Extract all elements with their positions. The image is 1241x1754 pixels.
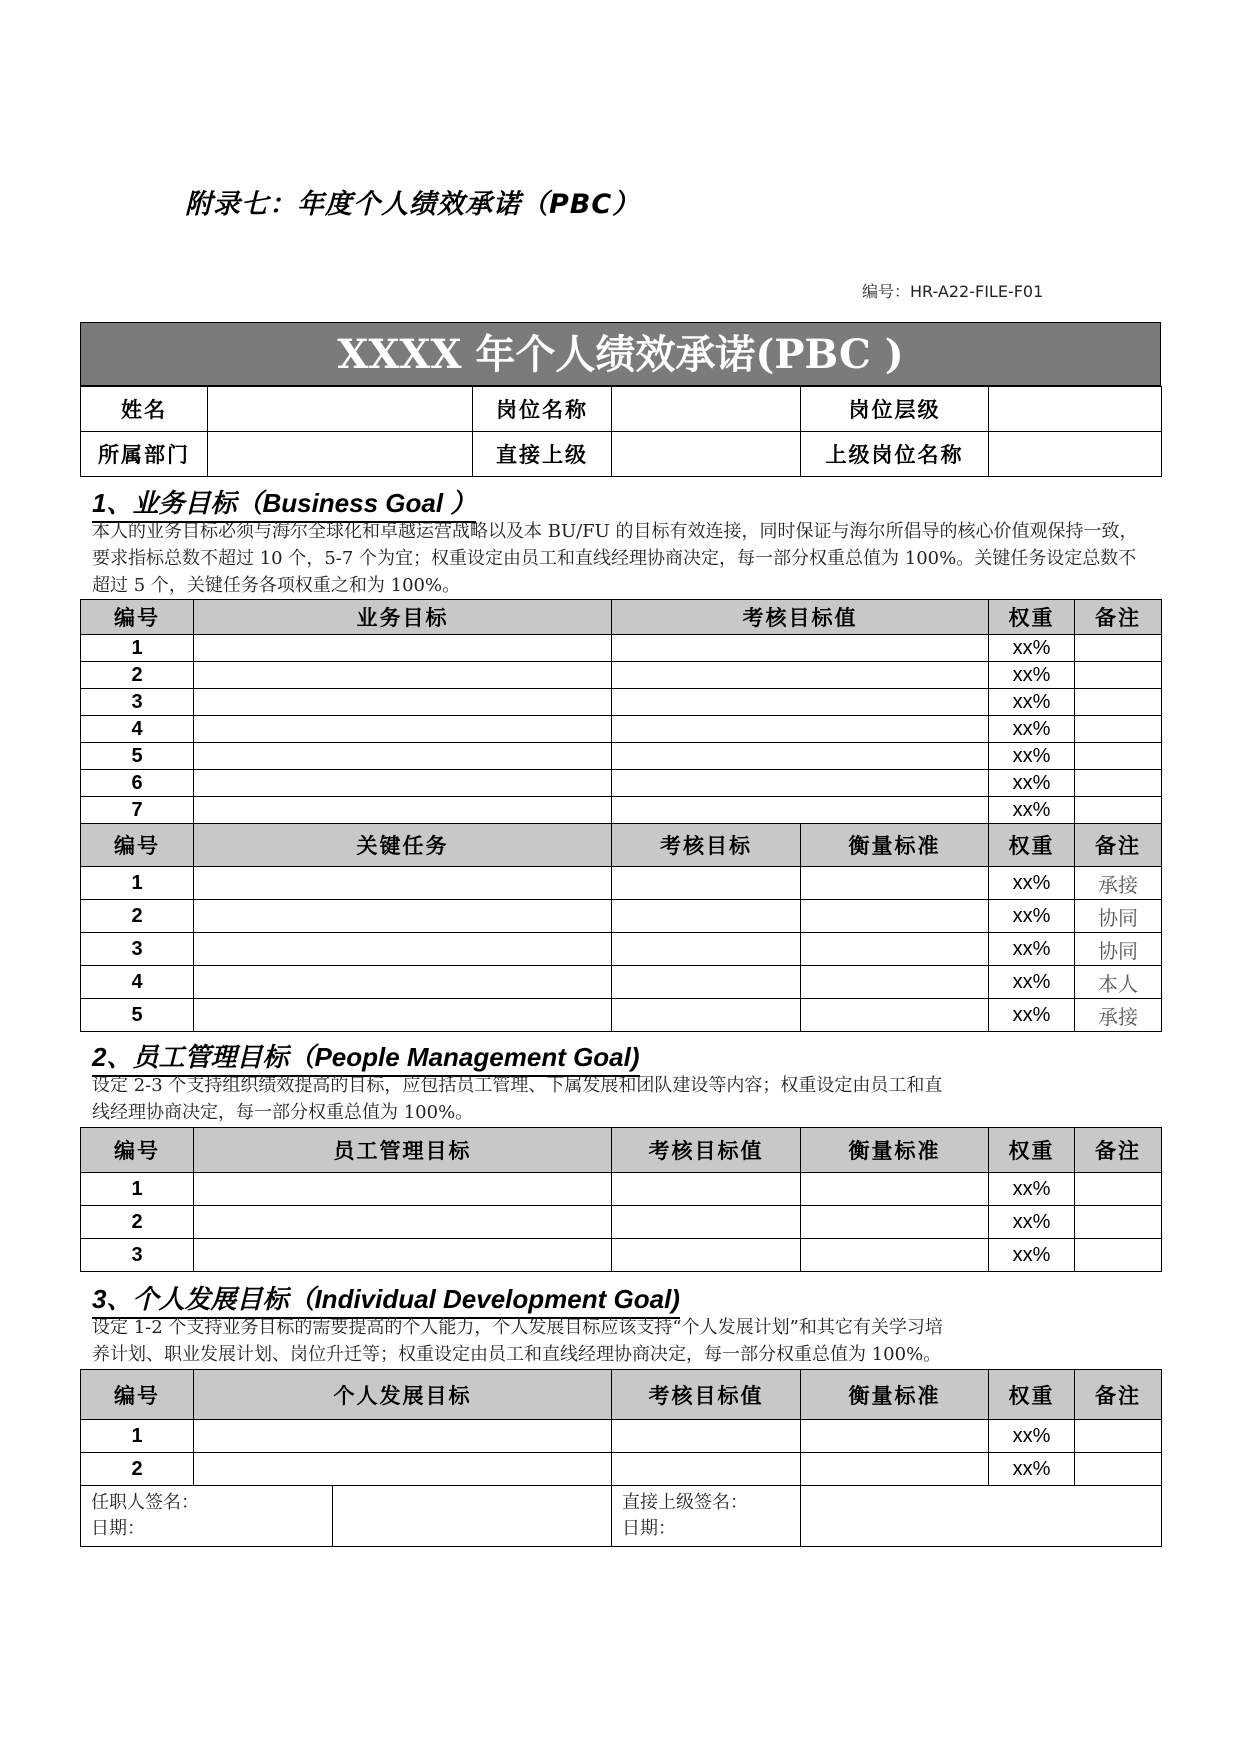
position-field[interactable] (612, 387, 801, 432)
employee-signature-field[interactable] (333, 1486, 612, 1547)
target-cell[interactable] (612, 1173, 801, 1206)
standard-cell[interactable] (801, 900, 989, 933)
business-goal-title: 1、业务目标（Business Goal ） (92, 483, 476, 520)
weight-cell[interactable]: xx% (989, 1239, 1075, 1272)
remark-cell[interactable] (1075, 1173, 1162, 1206)
col-header-no: 编号 (81, 824, 194, 867)
goal-cell[interactable] (194, 1173, 612, 1206)
document-code: 编号：HR-A22-FILE-F01 (862, 282, 1044, 301)
task-cell[interactable] (194, 966, 612, 999)
col-header-business-goal: 业务目标 (194, 600, 612, 635)
people-desc-line-1: 设定 2-3 个支持组织绩效提高的目标，应包括员工管理、下属发展和团队建设等内容；权重设定由员工和直 (92, 1075, 943, 1096)
remark-cell[interactable] (1075, 635, 1162, 662)
supervisor-signature-field[interactable] (801, 1486, 1162, 1547)
employee-date-label: 日期： (91, 1518, 145, 1539)
standard-cell[interactable] (801, 1453, 989, 1486)
employee-sign-label: 任职人签名： (91, 1492, 199, 1513)
table-row (81, 999, 1162, 1032)
target-cell[interactable] (612, 1239, 801, 1272)
target-cell[interactable] (612, 867, 801, 900)
col-header-weight: 权重 (989, 1370, 1075, 1420)
target-cell[interactable] (612, 999, 801, 1032)
row-number: 1 (81, 635, 194, 662)
personal-info-table (80, 386, 1162, 477)
col-header-no: 编号 (81, 1128, 194, 1173)
task-cell[interactable] (194, 900, 612, 933)
goal-cell[interactable] (194, 1453, 612, 1486)
level-label: 岗位层级 (801, 387, 989, 432)
table-row (81, 1239, 1162, 1272)
col-header-remark: 备注 (1075, 1370, 1162, 1420)
remark-cell[interactable] (1075, 797, 1162, 824)
weight-cell[interactable]: xx% (989, 689, 1075, 716)
development-desc-line-2: 养计划、职业发展计划、岗位升迁等；权重设定由员工和直线经理协商决定，每一部分权重总值为 100%。 (92, 1344, 942, 1365)
business-goal-description: 本人的业务目标必须与海尔全球化和卓越运营战略以及本 BU/FU 的目标有效连接，同时保证与海尔所倡导的核心价值观保持一致，要求指标总数不超过 10 个，5-7 个为宜；权重设定由员工和直线经理协商决定，每一部分权重总值为 100%。关键任务设定总数不超过 5 个，关键任务各项权重之和为 100%。 (92, 521, 1138, 596)
row-number: 3 (81, 933, 194, 966)
goal-cell[interactable] (194, 689, 612, 716)
weight-cell[interactable]: xx% (989, 662, 1075, 689)
table-row (81, 797, 1162, 824)
remark-cell[interactable] (1075, 1453, 1162, 1486)
col-header-standard: 衡量标准 (801, 1370, 989, 1420)
goal-cell[interactable] (194, 1239, 612, 1272)
employee-signature-block (81, 1486, 333, 1547)
weight-cell[interactable]: xx% (989, 1453, 1075, 1486)
target-cell[interactable] (612, 635, 989, 662)
col-header-weight: 权重 (989, 600, 1075, 635)
goal-cell[interactable] (194, 770, 612, 797)
row-number: 5 (81, 743, 194, 770)
remark-cell[interactable] (1075, 770, 1162, 797)
table-row (81, 867, 1162, 900)
weight-cell[interactable]: xx% (989, 1173, 1075, 1206)
row-number: 1 (81, 867, 194, 900)
remark-cell[interactable] (1075, 743, 1162, 770)
department-label: 所属部门 (81, 432, 208, 477)
target-cell[interactable] (612, 900, 801, 933)
target-cell[interactable] (612, 933, 801, 966)
weight-cell[interactable]: xx% (989, 1206, 1075, 1239)
row-number: 3 (81, 689, 194, 716)
remark-cell[interactable] (1075, 1206, 1162, 1239)
table-row (81, 933, 1162, 966)
remark-cell[interactable] (1075, 689, 1162, 716)
remark-cell[interactable] (1075, 716, 1162, 743)
table-row (81, 966, 1162, 999)
goal-cell[interactable] (194, 743, 612, 770)
col-header-no: 编号 (81, 1370, 194, 1420)
target-cell[interactable] (612, 797, 989, 824)
development-desc-line-1: 设定 1-2 个支持业务目标的需要提高的个人能力，个人发展目标应该支持“个人发展计划”和其它有关学习培 (92, 1317, 943, 1338)
goal-cell[interactable] (194, 797, 612, 824)
row-number: 2 (81, 1453, 194, 1486)
development-goal-table (80, 1369, 1162, 1547)
supervisor-date-label: 日期： (622, 1518, 676, 1539)
row-number: 4 (81, 966, 194, 999)
supervisor-signature-block (612, 1486, 801, 1547)
target-cell[interactable] (612, 1206, 801, 1239)
col-header-remark: 备注 (1075, 1128, 1162, 1173)
goal-cell[interactable] (194, 662, 612, 689)
remark-cell[interactable]: 承接 (1075, 999, 1162, 1032)
col-header-target-value: 考核目标值 (612, 1370, 801, 1420)
goal-cell[interactable] (194, 1420, 612, 1453)
row-number: 4 (81, 716, 194, 743)
table-row (81, 662, 1162, 689)
remark-cell[interactable]: 本人 (1075, 966, 1162, 999)
col-header-weight: 权重 (989, 1128, 1075, 1173)
standard-cell[interactable] (801, 1173, 989, 1206)
standard-cell[interactable] (801, 1206, 989, 1239)
target-cell[interactable] (612, 689, 989, 716)
supervisor-sign-label: 直接上级签名： (622, 1492, 748, 1513)
table-row (81, 1206, 1162, 1239)
form-title: XXXX 年个人绩效承诺(PBC ) (80, 322, 1161, 386)
table-row (81, 1453, 1162, 1486)
business-goal-table (80, 599, 1162, 1032)
target-cell[interactable] (612, 1453, 801, 1486)
department-field[interactable] (208, 432, 473, 477)
row-number: 6 (81, 770, 194, 797)
people-goal-description (92, 1072, 1152, 1126)
weight-cell[interactable]: xx% (989, 966, 1075, 999)
remark-cell[interactable] (1075, 1239, 1162, 1272)
table-row (81, 689, 1162, 716)
task-cell[interactable] (194, 867, 612, 900)
standard-cell[interactable] (801, 966, 989, 999)
col-header-remark: 备注 (1075, 600, 1162, 635)
appendix-title: 附录七：年度个人绩效承诺（PBC） (185, 189, 641, 220)
standard-cell[interactable] (801, 867, 989, 900)
weight-cell[interactable]: xx% (989, 635, 1075, 662)
col-header-remark: 备注 (1075, 824, 1162, 867)
people-goal-title: 2、员工管理目标（People Management Goal) (92, 1037, 640, 1074)
name-field[interactable] (208, 387, 473, 432)
level-field[interactable] (989, 387, 1162, 432)
supervisor-position-field[interactable] (989, 432, 1162, 477)
signature-row (81, 1486, 1162, 1547)
row-number: 2 (81, 900, 194, 933)
task-cell[interactable] (194, 933, 612, 966)
table-row (81, 1173, 1162, 1206)
target-cell[interactable] (612, 966, 801, 999)
people-goal-table (80, 1127, 1162, 1272)
remark-cell[interactable] (1075, 1420, 1162, 1453)
col-header-weight: 权重 (989, 824, 1075, 867)
weight-cell[interactable]: xx% (989, 900, 1075, 933)
row-number: 1 (81, 1420, 194, 1453)
weight-cell[interactable]: xx% (989, 867, 1075, 900)
target-cell[interactable] (612, 770, 989, 797)
table-row (81, 743, 1162, 770)
row-number: 1 (81, 1173, 194, 1206)
target-cell[interactable] (612, 662, 989, 689)
table-row (81, 770, 1162, 797)
goal-cell[interactable] (194, 1206, 612, 1239)
table-row (81, 635, 1162, 662)
development-goal-description (92, 1314, 1152, 1368)
col-header-target-value: 考核目标值 (612, 600, 989, 635)
target-cell[interactable] (612, 743, 989, 770)
col-header-development-goal: 个人发展目标 (194, 1370, 612, 1420)
remark-cell[interactable]: 协同 (1075, 933, 1162, 966)
standard-cell[interactable] (801, 1239, 989, 1272)
col-header-standard: 衡量标准 (801, 1128, 989, 1173)
row-number: 5 (81, 999, 194, 1032)
goal-cell[interactable] (194, 716, 612, 743)
task-cell[interactable] (194, 999, 612, 1032)
remark-cell[interactable]: 协同 (1075, 900, 1162, 933)
standard-cell[interactable] (801, 999, 989, 1032)
weight-cell[interactable]: xx% (989, 999, 1075, 1032)
supervisor-label: 直接上级 (473, 432, 612, 477)
weight-cell[interactable]: xx% (989, 1420, 1075, 1453)
standard-cell[interactable] (801, 1420, 989, 1453)
supervisor-field[interactable] (612, 432, 801, 477)
weight-cell[interactable]: xx% (989, 797, 1075, 824)
col-header-no: 编号 (81, 600, 194, 635)
col-header-target: 考核目标 (612, 824, 801, 867)
remark-cell[interactable]: 承接 (1075, 867, 1162, 900)
weight-cell[interactable]: xx% (989, 770, 1075, 797)
supervisor-position-label: 上级岗位名称 (801, 432, 989, 477)
table-row (81, 1420, 1162, 1453)
weight-cell[interactable]: xx% (989, 743, 1075, 770)
col-header-standard: 衡量标准 (801, 824, 989, 867)
col-header-key-task: 关键任务 (194, 824, 612, 867)
table-row (81, 716, 1162, 743)
position-label: 岗位名称 (473, 387, 612, 432)
row-number: 2 (81, 1206, 194, 1239)
target-cell[interactable] (612, 1420, 801, 1453)
col-header-target-value: 考核目标值 (612, 1128, 801, 1173)
table-row (81, 900, 1162, 933)
row-number: 2 (81, 662, 194, 689)
people-desc-line-2: 线经理协商决定，每一部分权重总值为 100%。 (92, 1102, 474, 1123)
weight-cell[interactable]: xx% (989, 933, 1075, 966)
weight-cell[interactable]: xx% (989, 716, 1075, 743)
name-label: 姓名 (81, 387, 208, 432)
standard-cell[interactable] (801, 933, 989, 966)
development-goal-title: 3、个人发展目标（Individual Development Goal) (92, 1279, 680, 1316)
goal-cell[interactable] (194, 635, 612, 662)
col-header-people-goal: 员工管理目标 (194, 1128, 612, 1173)
target-cell[interactable] (612, 716, 989, 743)
row-number: 3 (81, 1239, 194, 1272)
remark-cell[interactable] (1075, 662, 1162, 689)
row-number: 7 (81, 797, 194, 824)
